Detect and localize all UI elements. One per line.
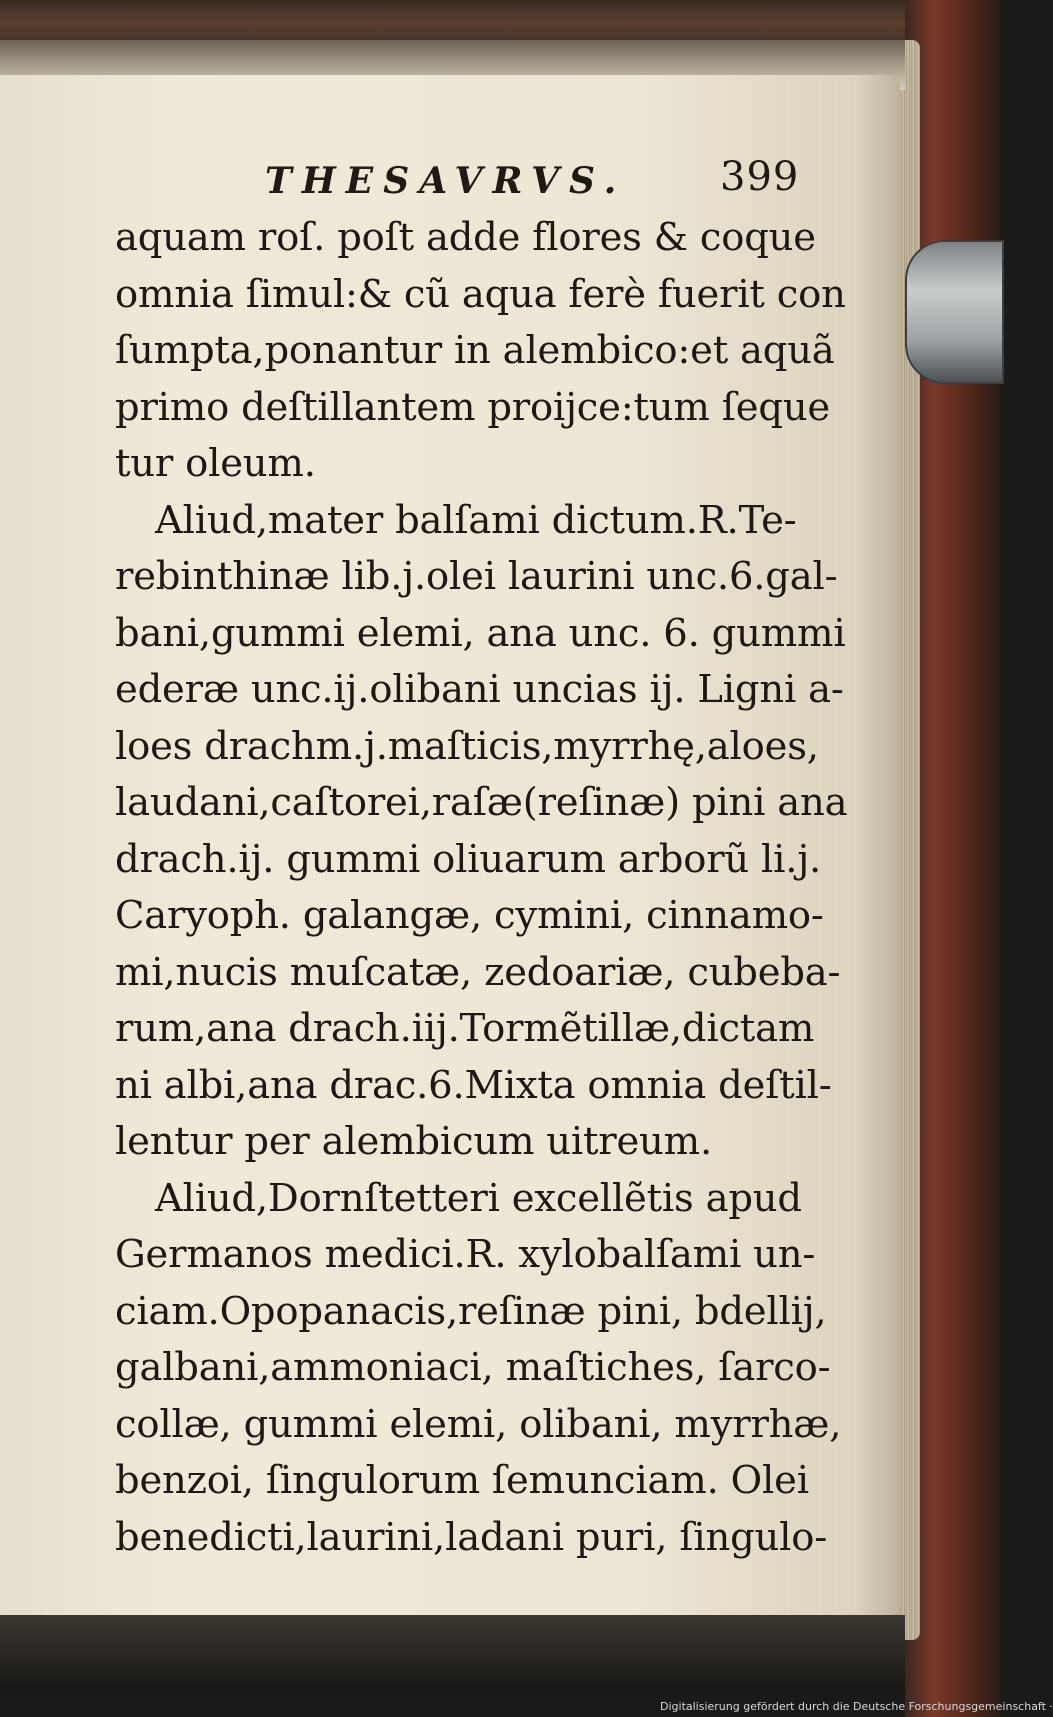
text-line: benzoi, ſingulorum ſemunciam. Olei (115, 1458, 809, 1503)
text-line: Caryoph. galangæ, cymini, cinnamo- (115, 893, 824, 938)
text-line: omnia ſimul:& cũ aqua ferè fuerit con (115, 271, 846, 317)
text-line: ni albi,ana drac.6.Mixta omnia deſtil- (115, 1062, 832, 1108)
text-line: collæ, gummi elemi, olibani, myrrhæ, (115, 1401, 842, 1447)
text-line: rebinthinæ lib.j.olei laurini unc.6.gal- (115, 554, 838, 599)
text-line: bani,gummi elemi, ana unc. 6. gummi (115, 610, 846, 656)
page-number: 399 (720, 154, 800, 200)
text-line: aquam roſ. poſt adde flores & coque (115, 215, 816, 260)
scan-bottom-border (0, 1615, 905, 1695)
text-line: drach.ij. gummi oliuarum arborũ li.j. (115, 836, 822, 882)
text-line: Aliud,mater balſami dictum.R.Te- (155, 497, 797, 543)
digitization-credit: Digitalisierung gefördert durch die Deutsche Forschungsgemeinschaft · (660, 1700, 1053, 1713)
text-line: loes drachm.j.maſticis,myrrhę,aloes, (115, 723, 819, 769)
text-line: lentur per alembicum uitreum. (115, 1119, 713, 1164)
text-line: galbani,ammoniaci, maſtiches, ſarco- (115, 1345, 831, 1390)
text-line: primo deſtillantem proijce:tum ſeque (115, 384, 830, 430)
text-line: ederæ unc.ij.olibani uncias ij. Ligni a- (115, 667, 844, 712)
text-line: Germanos medici.R. xylobalſami un- (115, 1232, 816, 1277)
page-clamp (905, 240, 1004, 384)
text-line: ciam.Opopanacis,reſinæ pini, bdellij, (115, 1288, 827, 1334)
text-line: laudani,caſtorei,raſæ(reſinæ) pini ana (115, 780, 848, 825)
text-line: ſumpta,ponantur in alembico:et aquã (115, 328, 835, 373)
text-line: tur oleum. (115, 441, 316, 486)
text-line: benedicti,laurini,ladani puri, ſingulo- (115, 1514, 828, 1560)
body-text (115, 210, 848, 1566)
text-line: rum,ana drach.iij.Tormẽtillæ,dictam (115, 1006, 815, 1051)
running-head-title: THESAVRVS. (265, 160, 627, 202)
text-line: mi,nucis muſcatæ, zedoariæ, cubeba- (115, 949, 841, 995)
text-line: Aliud,Dornſtetteri excellẽtis apud (155, 1175, 802, 1221)
